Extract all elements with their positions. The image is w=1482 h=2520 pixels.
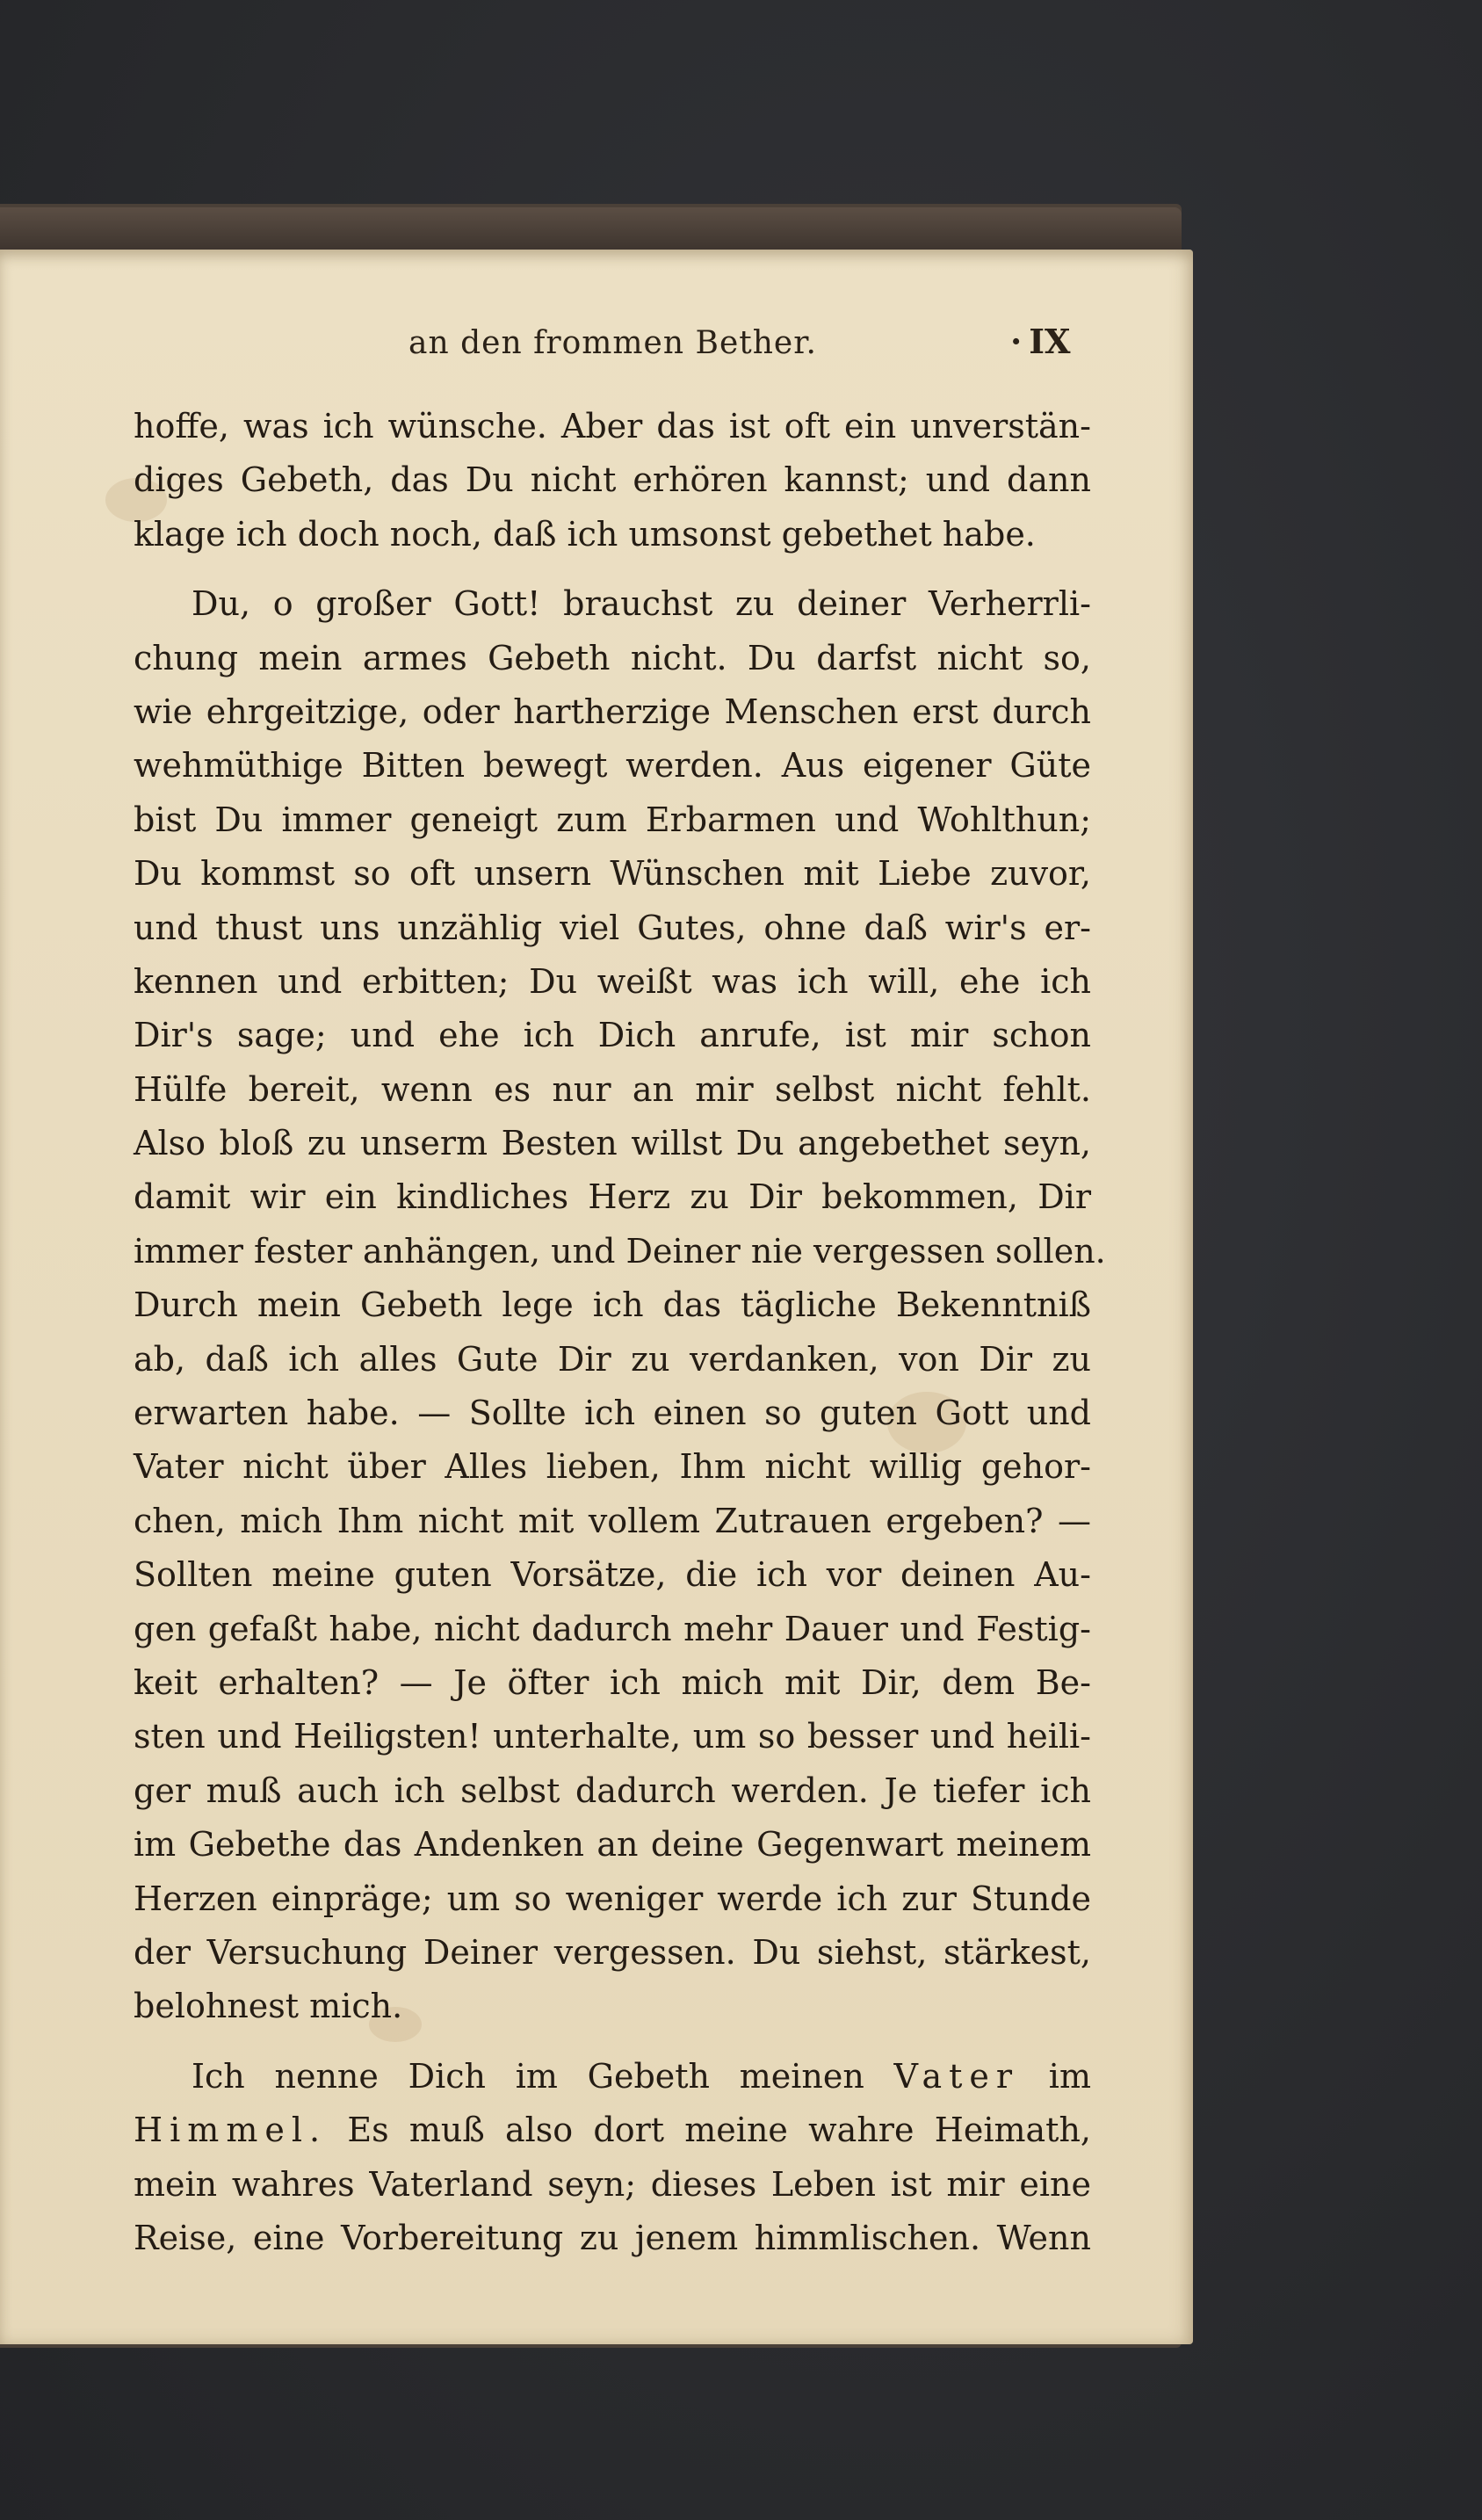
text-run: im <box>1019 2056 1091 2096</box>
text-line: Dir's sage; und ehe ich Dich anrufe, ist mir schon <box>134 1016 1091 1055</box>
text-line: ab, daß ich alles Gute Dir zu verdanken, von Dir zu <box>134 1339 1091 1379</box>
text-line: Du kommst so oft unsern Wünschen mit Liebe zuvor, <box>134 854 1091 894</box>
text-line: Also bloß zu unserm Besten willst Du angebethet seyn, <box>134 1124 1091 1163</box>
text-line: Vater nicht über Alles lieben, Ihm nicht willig gehor- <box>134 1447 1091 1487</box>
text-run: Ich nenne Dich im Gebeth meinen <box>192 2056 894 2096</box>
text-line: immer fester anhängen, und Deiner nie vergessen sollen. <box>134 1231 1106 1271</box>
text-line <box>134 2050 1091 2104</box>
text-run: Es muß also dort meine wahre Heimath, <box>327 2111 1091 2150</box>
text-line: wie ehrgeitzige, oder hartherzige Menschen erst durch <box>134 692 1091 731</box>
running-title: an den frommen Bether. <box>408 325 817 361</box>
emphasized-word: Himmel. <box>134 2111 328 2150</box>
text-line: Herzen einpräge; um so weniger werde ich zur Stunde <box>134 1879 1091 1918</box>
text-line: ger muß auch ich selbst dadurch werden. Je tiefer ich <box>134 1771 1091 1810</box>
text-line: chen, mich Ihm nicht mit vollem Zutrauen ergeben? — <box>134 1501 1091 1540</box>
body-text <box>134 400 1106 2265</box>
text-line: Reise, eine Vorbereitung zu jenem himmlischen. Wenn <box>134 2218 1091 2257</box>
text-line: mein wahres Vaterland seyn; dieses Leben ist mir eine <box>134 2164 1091 2204</box>
text-line: keit erhalten? — Je öfter ich mich mit Dir, dem Be- <box>134 1662 1091 1702</box>
text-line: wehmüthige Bitten bewegt werden. Aus eigener Güte <box>134 746 1091 786</box>
text-line <box>134 2104 1091 2157</box>
text-line: Hülfe bereit, wenn es nur an mir selbst nicht fehlt. <box>134 1069 1091 1109</box>
text-line: Durch mein Gebeth lege ich das tägliche Bekenntniß <box>134 1285 1091 1325</box>
text-line: damit wir ein kindliches Herz zu Dir bekommen, Dir <box>134 1177 1091 1217</box>
text-line: erwarten habe. — Sollte ich einen so guten Gott und <box>134 1394 1091 1433</box>
text-line: und thust uns unzählig viel Gutes, ohne daß wir's er- <box>134 908 1091 947</box>
text-line: Sollten meine guten Vorsätze, die ich vor deinen Au- <box>134 1555 1091 1595</box>
text-line: hoffe, was ich wünsche. Aber das ist oft ein unverstän- <box>134 407 1091 445</box>
text-line: kennen und erbitten; Du weißt was ich will, ehe ich <box>134 961 1091 1001</box>
text-line: klage ich doch noch, daß ich umsonst gebethet habe. <box>134 514 1036 554</box>
text-line: chung mein armes Gebeth nicht. Du darfst nicht so, <box>134 638 1091 677</box>
page-number: · IX <box>1010 322 1071 361</box>
text-line: bist Du immer geneigt zum Erbarmen und Wohlthun; <box>134 800 1091 839</box>
running-header <box>0 322 1193 369</box>
text-line: belohnest mich. <box>134 1987 403 2026</box>
text-line: sten und Heiligsten! unterhalte, um so besser und heili- <box>134 1717 1091 1756</box>
emphasized-word: Vater <box>893 2056 1020 2096</box>
text-line: diges Gebeth, das Du nicht erhören kannst; und dann <box>134 460 1091 500</box>
text-line: im Gebethe das Andenken an deine Gegenwart meinem <box>134 1825 1091 1865</box>
book-edge <box>0 207 1182 253</box>
text-line: der Versuchung Deiner vergessen. Du siehst, stärkest, <box>134 1932 1091 1972</box>
text-line: gen gefaßt habe, nicht dadurch mehr Dauer und Festig- <box>134 1609 1091 1648</box>
text-line: Du, o großer Gott! brauchst zu deiner Verherrli- <box>192 584 1091 624</box>
